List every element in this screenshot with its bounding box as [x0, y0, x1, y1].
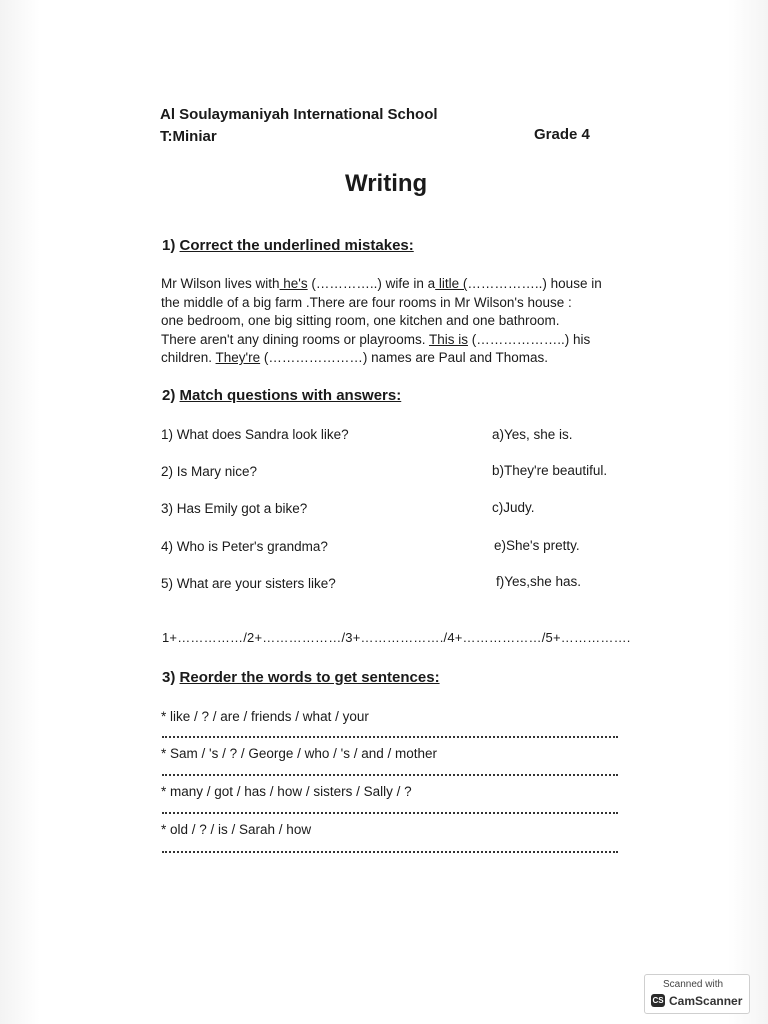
answer-b: b)They're beautiful. [492, 463, 608, 478]
camscanner-logo-icon: CS [652, 996, 664, 1005]
worksheet-title: Writing [345, 170, 428, 197]
reorder-prompt-3: * many / got / has / how / sisters / Sally / ? [161, 784, 412, 799]
mistake-hes: he's [279, 276, 308, 291]
paragraph-line-5: children. They're (…………………) names are Paul and Thomas. [161, 350, 548, 365]
section1-title: Correct the underlined mistakes: [179, 237, 414, 254]
paragraph-line-3: one bedroom, one big sitting room, one kitchen and one bathroom. [161, 313, 560, 328]
section2-heading [162, 387, 401, 404]
paragraph-line-2: the middle of a big farm .There are four rooms in Mr Wilson's house : [161, 294, 572, 310]
answer-a: a)Yes, she is. [492, 427, 573, 442]
mistake-this-is: This is [428, 331, 468, 347]
reorder-prompt-1: * like / ? / are / friends / what / your [161, 709, 369, 724]
section3-number: 3) [162, 669, 176, 686]
reorder-prompt-2: * Sam / 's / ? / George / who / 's / and / mother [161, 746, 438, 761]
answer-f: f)Yes,she has. [496, 574, 582, 589]
answer-dotted-line-3 [162, 810, 618, 814]
section2-title: Match questions with answers: [179, 387, 402, 404]
section2-number: 2) [162, 387, 176, 404]
answer-dotted-line-4 [162, 849, 618, 853]
mistake-litle: litle ( [435, 276, 468, 291]
question-2: 2) Is Mary nice? [161, 464, 258, 479]
watermark-brand: CamScanner [669, 994, 743, 1008]
question-4: 4) Who is Peter's grandma? [161, 539, 328, 554]
reorder-prompt-4: * old / ? / is / Sarah / how [161, 822, 312, 837]
question-5: 5) What are your sisters like? [161, 576, 336, 591]
answer-key-line: 1+……………/2+………………/3+………………./4+………………/5+……………. [162, 630, 631, 645]
paragraph-line-4: There aren't any dining rooms or playrooms. This is (………………..) his [161, 331, 591, 347]
section1-heading [162, 237, 414, 254]
answer-e: e)She's pretty. [494, 538, 580, 553]
answer-dotted-line-1 [162, 734, 618, 738]
school-name: Al Soulaymaniyah International School [160, 106, 438, 123]
camscanner-watermark [644, 974, 750, 1014]
section3-title: Reorder the words to get sentences: [179, 669, 440, 686]
section3-heading [162, 669, 440, 686]
answer-c: c)Judy. [492, 500, 535, 515]
mistake-theyre: They're [215, 350, 261, 365]
section1-paragraph [161, 275, 611, 368]
watermark-caption: Scanned with [663, 979, 724, 990]
section1-number: 1) [162, 237, 176, 254]
question-3: 3) Has Emily got a bike? [161, 501, 308, 516]
paragraph-line-1: Mr Wilson lives with he's (…………..) wife in a litle (……………..) house in [161, 276, 602, 291]
answer-dotted-line-2 [162, 772, 618, 776]
teacher-name: T:Miniar [160, 128, 217, 145]
question-1: 1) What does Sandra look like? [161, 427, 349, 442]
grade-label: Grade 4 [534, 126, 590, 143]
